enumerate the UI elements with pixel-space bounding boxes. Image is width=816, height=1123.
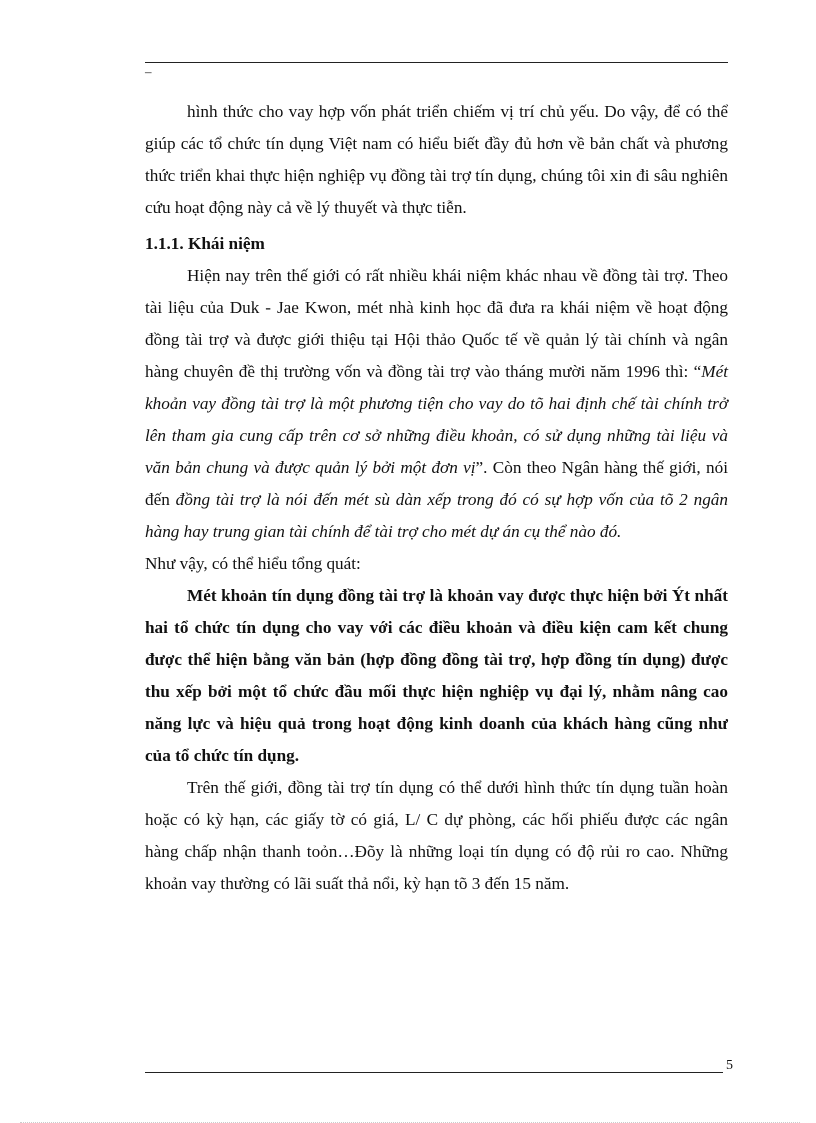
page-number: 5 [726,1058,733,1073]
paragraph-continuation: hình thức cho vay hợp vốn phát triển chiếm vị trí chủ yếu. Do vậy, để có thể giúp các tổ chức tín dụng Việt nam có hiểu biết đầy đủ hơn về bản chất và phương thức triển khai thực hiện nghiệp vụ đồng tài trợ tín dụng, chúng tôi xin đi sâu nghiên cứu hoạt động này cả về lý thuyết và thực tiễn. [145,102,728,217]
para2-lead: Hiện nay trên thế giới có rất nhiều khái niệm khác nhau về đồng tài trợ. Theo tài liệu của Duk - Jae Kwon, mét nhà kinh học đã đưa ra khái niệm về hoạt động đồng tài trợ và được giới thiệu tại Hội thảo Quốc tế về quản lý tài chính và ngân hàng chuyên đề thị trường vốn và đồng tài trợ vào tháng mười năm 1996 thì: “ [145,266,728,381]
definition-paragraph: Mét khoản tín dụng đồng tài trợ là khoản vay được thực hiện bởi Ýt nhất hai tổ chức tín dụng cho vay với các điều khoản và điều kiện cam kết chung được thể hiện bằng văn bản (hợp đồng đồng tài trợ, hợp đồng tín dụng) được thu xếp bởi một tổ chức đầu mối thực hiện nghiệp vụ đại lý, nhằm nâng cao năng lực và hiệu quả trong hoạt động kinh doanh của khách hàng cũng như của tổ chức tín dụng. [145,586,728,765]
paragraph-world-practice: Trên thế giới, đồng tài trợ tín dụng có thể dưới hình thức tín dụng tuần hoàn hoặc có kỳ hạn, các giấy tờ có giá, L/ C dự phòng, các hối phiếu được các ngân hàng chấp nhận thanh toỏn…Đõy là những loại tín dụng có độ rủi ro cao. Những khoản vay thường có lãi suất thả nổi, kỳ hạn tõ 3 đến 15 năm. [145,778,728,893]
para2-quote: Mét khoản vay đồng tài trợ là một phương tiện cho vay do tõ hai định chế tài chính trở lên tham gia cung cấp trên cơ sở những điều khoản, có sử dụng những tài liệu và văn bản chung và được quản lý bởi một đơn vị [145,362,728,477]
footer-rule [145,1072,723,1073]
paragraph-definitions [145,260,728,548]
paragraph-summary-lead: Như vậy, có thể hiểu tổng quát: [145,554,361,573]
para2-tail: đồng tài trợ là nói đến mét sù dàn xếp trong đó có sự hợp vốn của tõ 2 ngân hàng hay trung gian tài chính để tài trợ cho mét dự án cụ thể nào đó. [145,490,728,541]
header-rule [145,62,728,63]
page-body [145,96,728,900]
section-heading: 1.1.1. Khái niệm [145,234,265,253]
header-dash: – [145,64,152,79]
para2-mid: ”. Còn theo Ngân hàng thế giới, nói đến [145,458,728,509]
